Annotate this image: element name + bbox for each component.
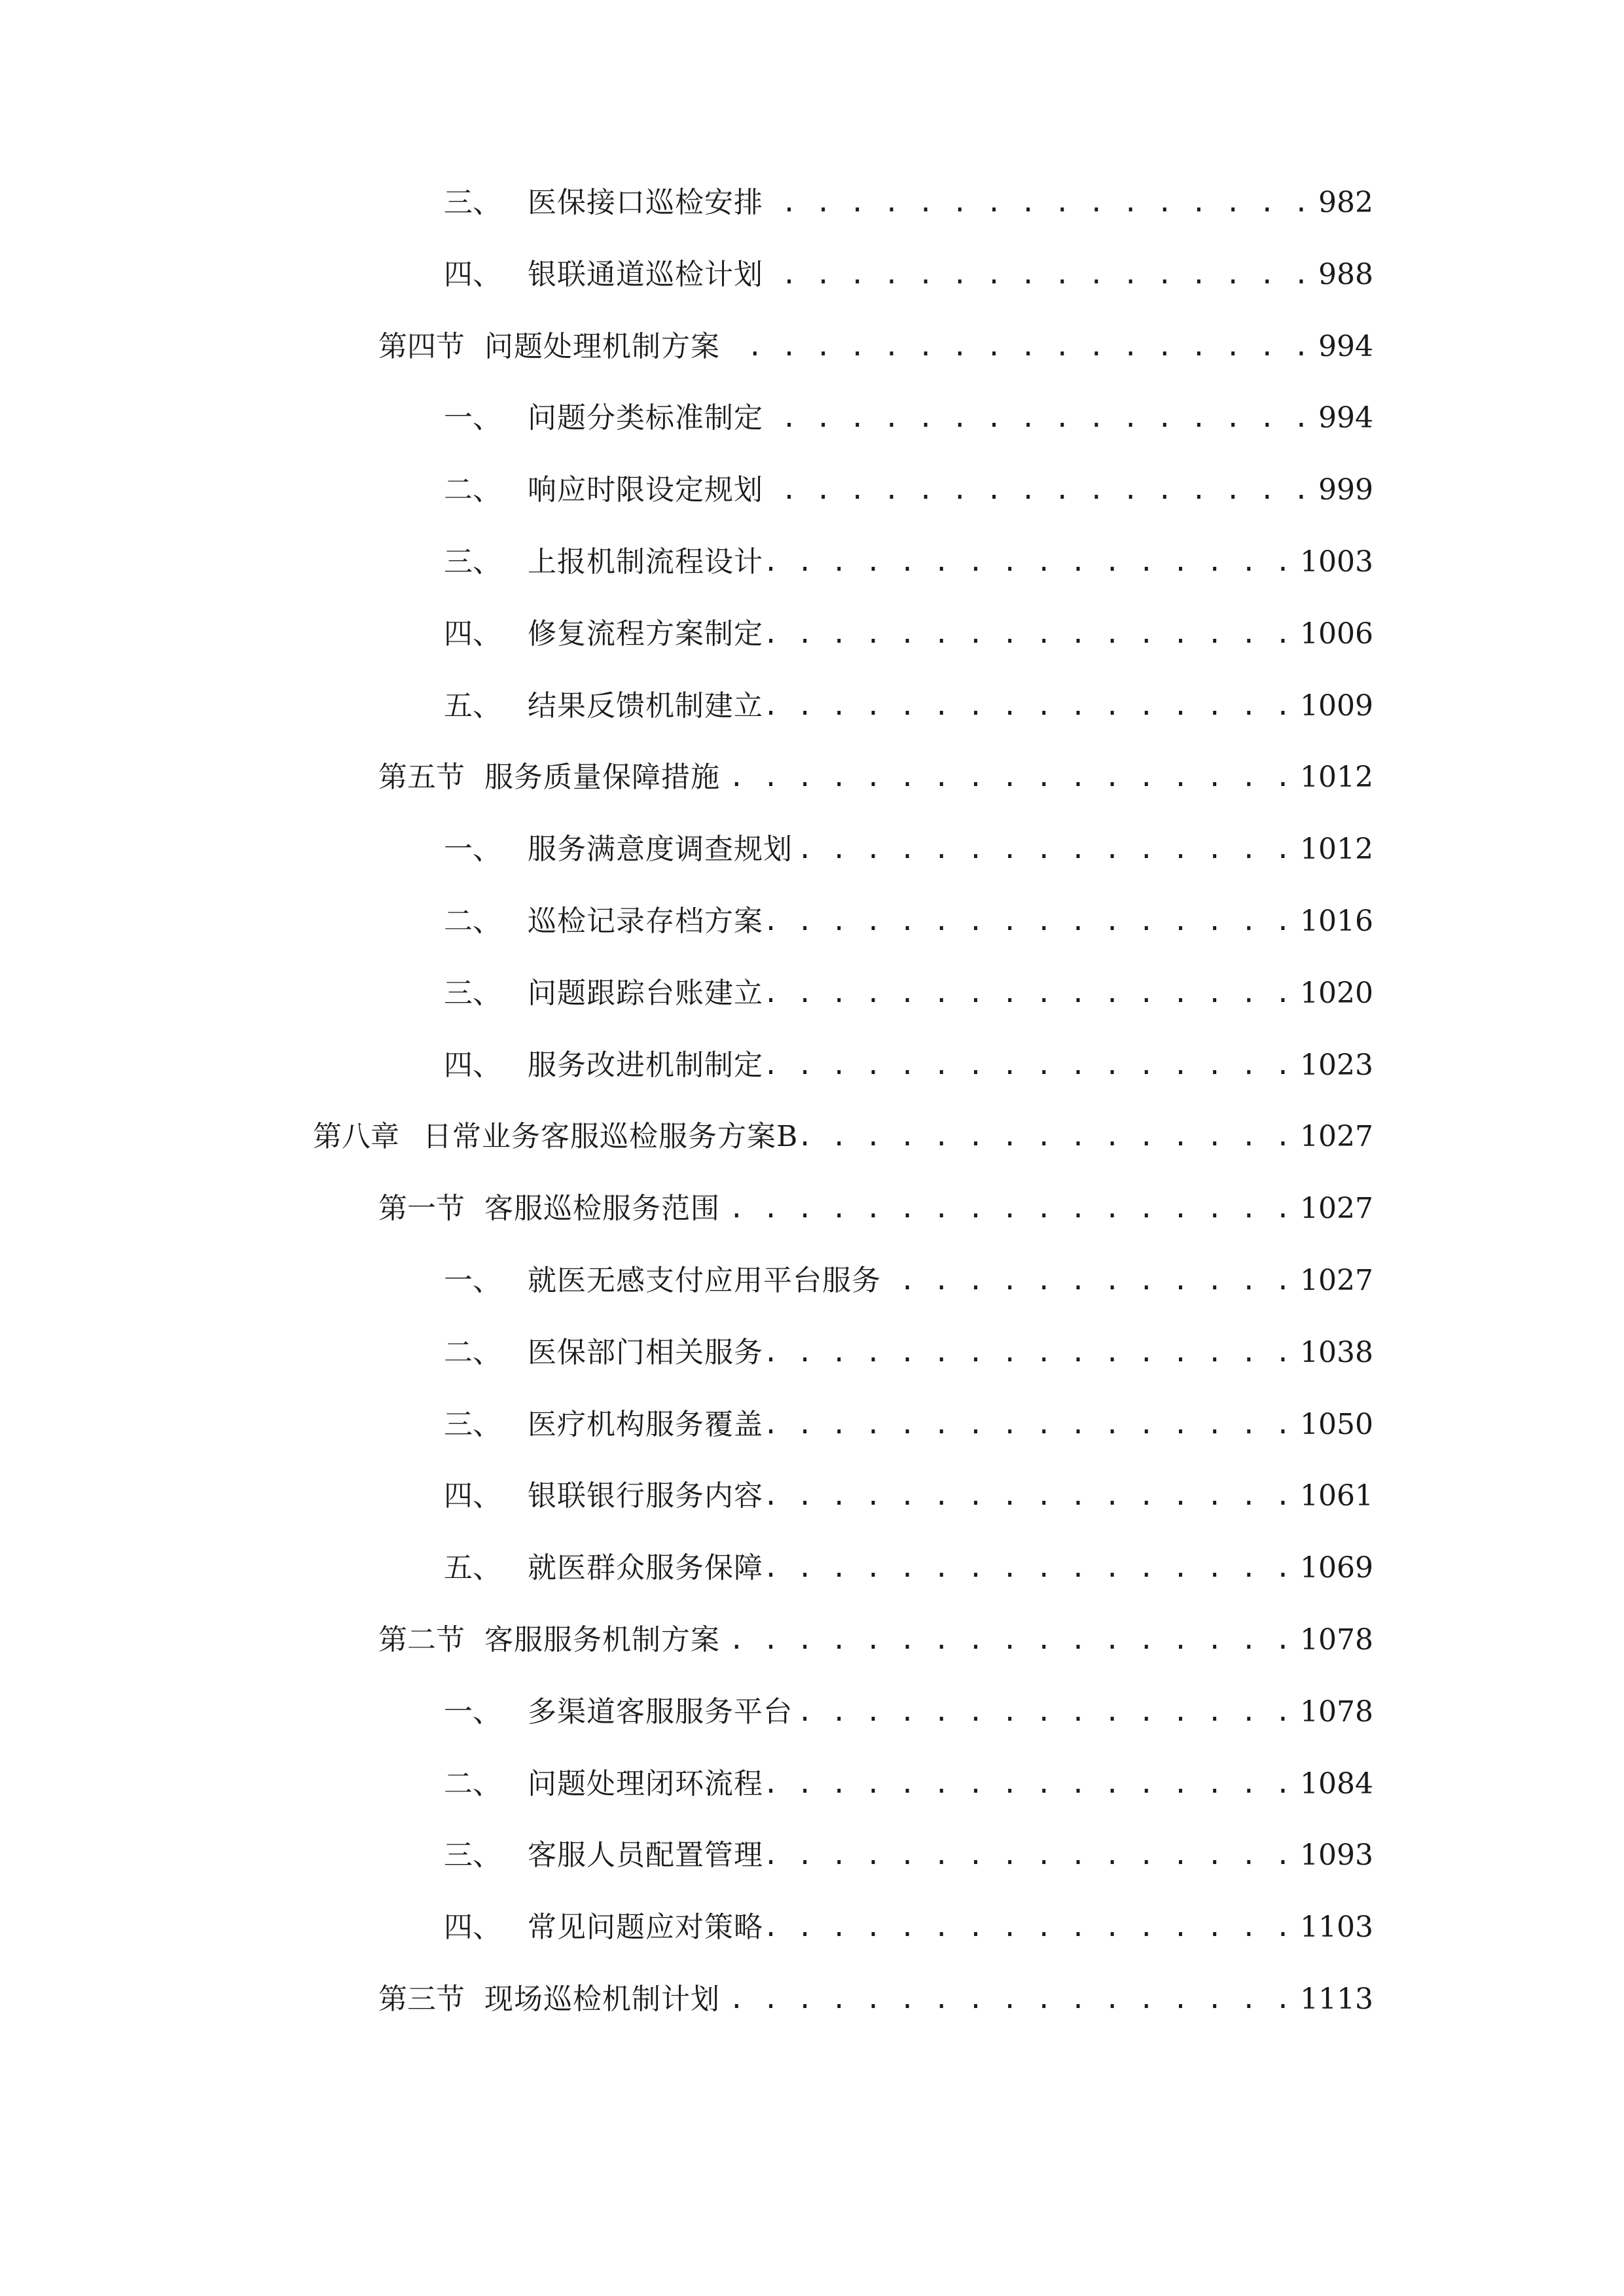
toc-entry[interactable] [378, 1183, 1373, 1235]
toc-entry-page-number: 1027 [1300, 1120, 1373, 1153]
toc-entry-page-number: 1050 [1300, 1408, 1373, 1441]
toc-entry-title: 修复流程方案制定 [528, 617, 763, 651]
toc-entry-number: 五、 [444, 1551, 501, 1585]
toc-dot-leader [768, 1470, 1292, 1522]
toc-entry-title: 银联通道巡检计划 [528, 258, 763, 291]
toc-entry-title: 客服巡检服务范围 [484, 1192, 720, 1225]
toc-entry-page-number: 1009 [1300, 689, 1373, 723]
toc-dot-leader [768, 1901, 1292, 1954]
toc-entry-number: 第五节 [378, 761, 465, 794]
toc-entry-number: 三、 [444, 1839, 501, 1872]
toc-entry-number: 二、 [444, 1336, 501, 1369]
toc-entry[interactable] [378, 1973, 1373, 2026]
toc-entry-number: 四、 [444, 1479, 501, 1513]
toc-entry-page-number: 1113 [1300, 1982, 1373, 2016]
toc-entry-number: 三、 [444, 545, 501, 579]
toc-entry[interactable] [444, 1039, 1373, 1092]
toc-entry-title: 就医无感支付应用平台服务 [528, 1264, 881, 1297]
toc-dot-leader [768, 895, 1292, 948]
toc-dot-leader [768, 177, 1310, 229]
toc-entry-number: 第三节 [378, 1982, 465, 2016]
toc-entry[interactable] [444, 680, 1373, 732]
toc-entry-page-number: 994 [1318, 401, 1373, 435]
toc-entry-title: 客服人员配置管理 [528, 1839, 763, 1872]
toc-dot-leader [768, 1829, 1292, 1882]
toc-entry-title: 客服服务机制方案 [484, 1623, 720, 1657]
toc-entry[interactable] [444, 1327, 1373, 1379]
toc-entry-title: 服务改进机制制定 [528, 1049, 763, 1082]
toc-entry-number: 三、 [444, 186, 501, 219]
toc-entry-page-number: 1103 [1300, 1910, 1373, 1944]
toc-dot-leader [798, 823, 1292, 876]
toc-entry-title: 现场巡检机制计划 [484, 1982, 720, 2016]
toc-dot-leader [768, 608, 1292, 660]
toc-entry-number: 一、 [444, 833, 501, 866]
toc-dot-leader [725, 1614, 1292, 1666]
toc-entry-number: 三、 [444, 977, 501, 1010]
toc-dot-leader [725, 1973, 1292, 2026]
toc-entry-number: 四、 [444, 1049, 501, 1082]
toc-entry-title: 结果反馈机制建立 [528, 689, 763, 723]
toc-entry-title: 医保接口巡检安排 [528, 186, 763, 219]
toc-entry-page-number: 999 [1318, 473, 1373, 507]
toc-dot-leader [768, 1327, 1292, 1379]
toc-dot-leader [768, 680, 1292, 732]
toc-entry-number: 第八章 [313, 1120, 399, 1153]
toc-entry[interactable] [444, 1758, 1373, 1810]
toc-entry[interactable] [444, 1255, 1373, 1307]
toc-dot-leader [768, 536, 1292, 588]
toc-entry-number: 二、 [444, 473, 501, 507]
toc-entry-page-number: 1078 [1300, 1695, 1373, 1729]
toc-dot-leader [768, 1542, 1292, 1594]
toc-dot-leader [768, 1039, 1292, 1092]
toc-entry-number: 五、 [444, 689, 501, 723]
toc-entry-title: 服务满意度调查规划 [528, 833, 793, 866]
toc-entry-page-number: 994 [1318, 330, 1373, 363]
toc-entry-title: 问题处理机制方案 [484, 330, 720, 363]
toc-entry-number: 四、 [444, 1910, 501, 1944]
toc-entry-title: 巡检记录存档方案 [528, 905, 763, 938]
toc-dot-leader [725, 751, 1292, 804]
toc-entry-title: 就医群众服务保障 [528, 1551, 763, 1585]
toc-entry[interactable] [444, 536, 1373, 588]
toc-dot-leader [768, 1758, 1292, 1810]
toc-entry-title: 问题分类标准制定 [528, 401, 763, 435]
toc-entry[interactable] [444, 1399, 1373, 1451]
toc-entry-number: 三、 [444, 1408, 501, 1441]
toc-entry[interactable] [444, 1901, 1373, 1954]
toc-dot-leader [886, 1255, 1292, 1307]
toc-entry-page-number: 988 [1318, 258, 1373, 291]
toc-entry-page-number: 1078 [1300, 1623, 1373, 1657]
toc-entry-page-number: 1012 [1300, 833, 1373, 866]
toc-entry-page-number: 1084 [1300, 1767, 1373, 1801]
toc-dot-leader [725, 321, 1310, 373]
toc-entry-page-number: 1003 [1300, 545, 1373, 579]
toc-entry-title: 问题跟踪台账建立 [528, 977, 763, 1010]
toc-entry-page-number: 1020 [1300, 977, 1373, 1010]
toc-entry-title: 响应时限设定规划 [528, 473, 763, 507]
toc-entry-title: 服务质量保障措施 [484, 761, 720, 794]
toc-dot-leader [768, 1399, 1292, 1451]
toc-entry[interactable] [444, 177, 1373, 229]
toc-entry-page-number: 1006 [1300, 617, 1373, 651]
toc-entry-title: 医疗机构服务覆盖 [528, 1408, 763, 1441]
toc-entry-number: 一、 [444, 1695, 501, 1729]
toc-entry-page-number: 982 [1318, 186, 1373, 219]
toc-entry-number: 第四节 [378, 330, 465, 363]
toc-entry[interactable] [444, 249, 1373, 301]
toc-entry-page-number: 1093 [1300, 1839, 1373, 1872]
toc-dot-leader [768, 392, 1310, 444]
toc-entry-number: 二、 [444, 905, 501, 938]
toc-entry[interactable] [444, 895, 1373, 948]
toc-dot-leader [725, 1183, 1292, 1235]
toc-entry[interactable] [444, 608, 1373, 660]
toc-entry-page-number: 1069 [1300, 1551, 1373, 1585]
toc-entry[interactable] [378, 751, 1373, 804]
toc-entry[interactable] [444, 1829, 1373, 1882]
toc-dot-leader [768, 249, 1310, 301]
toc-entry-number: 二、 [444, 1767, 501, 1801]
toc-entry[interactable] [444, 392, 1373, 444]
toc-entry-page-number: 1012 [1300, 761, 1373, 794]
toc-entry-title: 医保部门相关服务 [528, 1336, 763, 1369]
toc-entry-number: 第一节 [378, 1192, 465, 1225]
toc-entry-title: 问题处理闭环流程 [528, 1767, 763, 1801]
toc-entry[interactable] [444, 823, 1373, 876]
toc-dot-leader [798, 1686, 1292, 1738]
toc-entry-title: 常见问题应对策略 [528, 1910, 763, 1944]
toc-dot-leader [803, 1111, 1292, 1163]
toc-entry[interactable] [444, 1686, 1373, 1738]
toc-entry[interactable] [378, 1614, 1373, 1666]
toc-entry-title: 多渠道客服服务平台 [528, 1695, 793, 1729]
toc-entry[interactable] [444, 464, 1373, 516]
toc-entry-number: 一、 [444, 1264, 501, 1297]
toc-entry[interactable] [378, 321, 1373, 373]
toc-entry-page-number: 1023 [1300, 1049, 1373, 1082]
toc-entry-page-number: 1016 [1300, 905, 1373, 938]
toc-entry-number: 四、 [444, 617, 501, 651]
toc-dot-leader [768, 967, 1292, 1020]
toc-entry[interactable] [313, 1111, 1373, 1163]
toc-entry[interactable] [444, 967, 1373, 1020]
toc-entry-page-number: 1061 [1300, 1479, 1373, 1513]
toc-entry[interactable] [444, 1470, 1373, 1522]
toc-entry[interactable] [444, 1542, 1373, 1594]
toc-entry-page-number: 1027 [1300, 1192, 1373, 1225]
toc-dot-leader [768, 464, 1310, 516]
toc-entry-title: 日常业务客服巡检服务方案B [423, 1120, 799, 1153]
toc-entry-number: 一、 [444, 401, 501, 435]
toc-entry-page-number: 1027 [1300, 1264, 1373, 1297]
toc-entry-title: 银联银行服务内容 [528, 1479, 763, 1513]
toc-entry-number: 四、 [444, 258, 501, 291]
toc-entry-number: 第二节 [378, 1623, 465, 1657]
toc-entry-title: 上报机制流程设计 [528, 545, 763, 579]
toc-entry-page-number: 1038 [1300, 1336, 1373, 1369]
